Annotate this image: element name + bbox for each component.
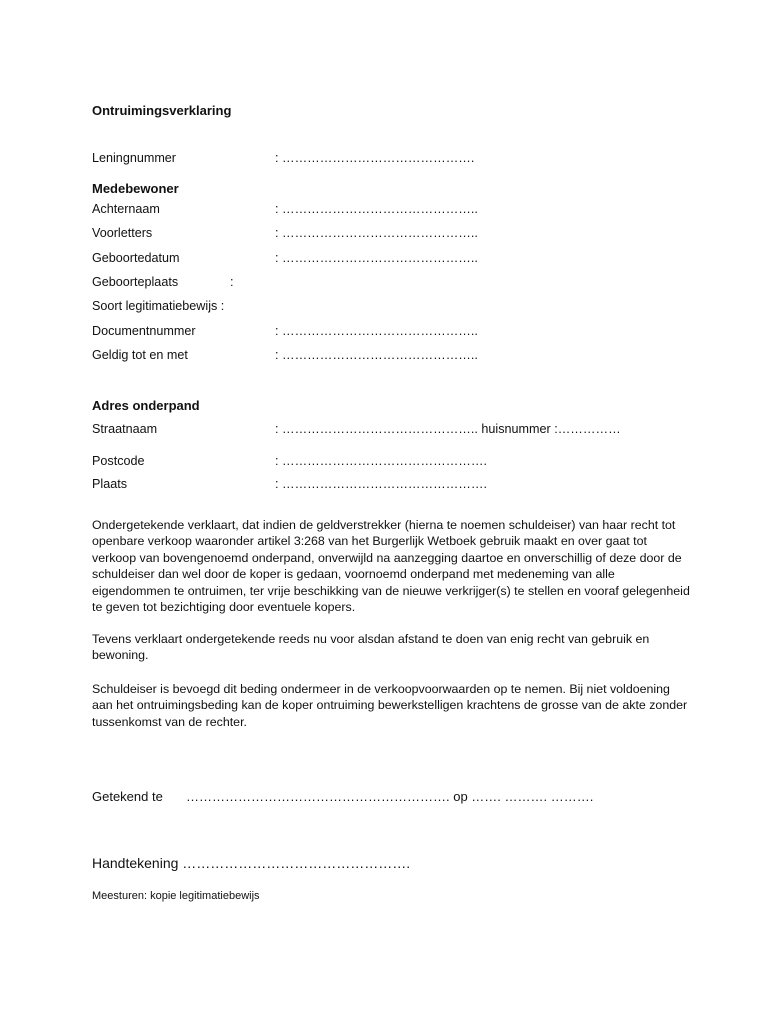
- ontruiming-paragraph: Ondergetekende verklaart, dat indien de geldverstrekker (hierna te noemen schuldeiser) van haar recht tot openbare verkoop waaronder artikel 3:268 van het Burgerlijk Wetboek gebruik maakt en over gaat tot verkoop van bovengenoemd onderpand, onverwijld na aanzegging daartoe en onverschillig of deze door de schuldeiser dan wel door de koper is gedaan, voornoemd onderpand met medeneming van alle eigendommen te ontruimen, ter vrije beschikking van de nieuwe verkrijger(s) te stellen en vooraf gelegenheid te geven tot bezichtiging door eventuele kopers.: [92, 518, 690, 615]
- adres-onderpand-heading: Adres onderpand: [92, 398, 200, 413]
- schuldeiser-paragraph: Schuldeiser is bevoegd dit beding ondermeer in de verkoopvoorwaarden op te nemen. Bij niet voldoening aan het ontruimingsbeding kan de koper ontruiming bewerkstelligen krachtens de grosse van de akte zonder tussenkomst van de rechter.: [92, 682, 688, 729]
- document-title: Ontruimingsverklaring: [92, 103, 232, 118]
- achternaam-field[interactable]: : ………………………………………..: [275, 202, 478, 216]
- getekend-field[interactable]: ……………………………………………………. op ……. ………. ……….: [186, 789, 594, 804]
- geboorteplaats-field[interactable]: :: [230, 275, 234, 289]
- postcode-field[interactable]: : ………………………………………….: [275, 454, 487, 468]
- getekend-label: Getekend te: [92, 789, 163, 804]
- legitimatiebewijs-label: Soort legitimatiebewijs :: [92, 299, 225, 313]
- geboorteplaats-label: Geboorteplaats: [92, 275, 179, 289]
- voorletters-label: Voorletters: [92, 226, 153, 240]
- meesturen-note: Meesturen: kopie legitimatiebewijs: [92, 890, 260, 902]
- plaats-label: Plaats: [92, 477, 128, 491]
- leningnummer-field[interactable]: : ……………………………………….: [275, 151, 475, 165]
- handtekening-line[interactable]: Handtekening ………………………………………….: [92, 855, 411, 871]
- leningnummer-label: Leningnummer: [92, 151, 177, 165]
- geboortedatum-label: Geboortedatum: [92, 251, 180, 265]
- medebewoner-heading: Medebewoner: [92, 181, 179, 196]
- straatnaam-field[interactable]: : ……………………………………….. huisnummer :……………: [275, 422, 621, 436]
- documentnummer-label: Documentnummer: [92, 324, 196, 338]
- straatnaam-label: Straatnaam: [92, 422, 158, 436]
- documentnummer-field[interactable]: : ………………………………………..: [275, 324, 478, 338]
- geldig-field[interactable]: : ………………………………………..: [275, 348, 478, 362]
- plaats-field[interactable]: : ………………………………………….: [275, 477, 487, 491]
- afstand-paragraph: Tevens verklaart ondergetekende reeds nu voor alsdan afstand te doen van enig recht van gebruik en bewoning.: [92, 632, 650, 663]
- geldig-label: Geldig tot en met: [92, 348, 188, 362]
- postcode-label: Postcode: [92, 454, 145, 468]
- voorletters-field[interactable]: : ………………………………………..: [275, 226, 478, 240]
- achternaam-label: Achternaam: [92, 202, 160, 216]
- geboortedatum-field[interactable]: : ………………………………………..: [275, 251, 478, 265]
